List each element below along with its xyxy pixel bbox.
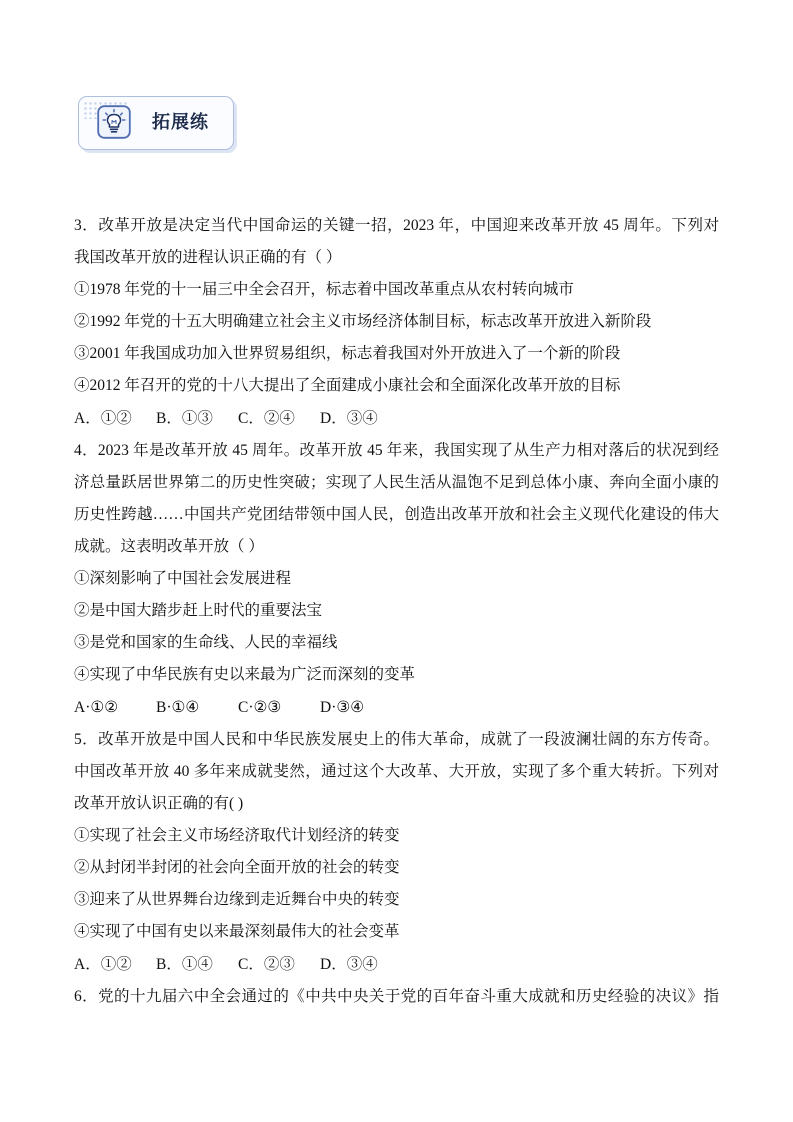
lightbulb-icon bbox=[97, 105, 131, 139]
choice-c: C．②③ bbox=[238, 956, 295, 973]
question-stem-line: 改革开放认识正确的有( ) bbox=[74, 795, 244, 812]
statement-item: ②1992 年党的十五大明确建立社会主义市场经济体制目标，标志改革开放进入新阶段 bbox=[74, 313, 652, 330]
answer-choices bbox=[74, 402, 719, 435]
question-stem-line: 我国改革开放的进程认识正确的有（ ） bbox=[74, 249, 342, 266]
question-stem-line: 成就。这表明改革开放（ ） bbox=[74, 538, 264, 555]
choice-a: A·①② bbox=[74, 699, 119, 716]
choice-b: B．①④ bbox=[156, 956, 213, 973]
question-3 bbox=[74, 210, 719, 435]
question-stem-line: 6．党的十九届六中全会通过的《中共中央关于党的百年奋斗重大成就和历史经验的决议》指 bbox=[74, 988, 719, 1005]
choice-a: A．①② bbox=[74, 956, 132, 973]
question-stem-line: 中国改革开放 40 多年来成就斐然，通过这个大改革、大开放，实现了多个重大转折。下列对 bbox=[74, 763, 719, 780]
statement-item: ①1978 年党的十一届三中全会召开，标志着中国改革重点从农村转向城市 bbox=[74, 281, 574, 298]
choice-d: D·③④ bbox=[320, 699, 365, 716]
choice-c: C·②③ bbox=[238, 699, 282, 716]
choice-c: C．②④ bbox=[238, 410, 295, 427]
statement-item: ②从封闭半封闭的社会向全面开放的社会的转变 bbox=[74, 859, 400, 876]
statement-item: ①实现了社会主义市场经济取代计划经济的转变 bbox=[74, 827, 400, 844]
answer-choices bbox=[74, 691, 719, 724]
question-5 bbox=[74, 724, 719, 981]
statement-item: ③2001 年我国成功加入世界贸易组织，标志着我国对外开放进入了一个新的阶段 bbox=[74, 345, 621, 362]
statement-item: ③是党和国家的生命线、人民的幸福线 bbox=[74, 634, 338, 651]
section-header-badge bbox=[78, 96, 234, 150]
statement-item: ④实现了中国有史以来最深刻最伟大的社会变革 bbox=[74, 923, 400, 940]
question-stem-line: 3．改革开放是决定当代中国命运的关键一招，2023 年，中国迎来改革开放 45 周年。下列对 bbox=[74, 217, 719, 234]
choice-b: B．①③ bbox=[156, 410, 213, 427]
section-title: 拓展练 bbox=[152, 112, 209, 133]
choice-d: D．③④ bbox=[320, 410, 378, 427]
choice-d: D．③④ bbox=[320, 956, 378, 973]
choice-a: A．①② bbox=[74, 410, 132, 427]
statement-item: ①深刻影响了中国社会发展进程 bbox=[74, 570, 292, 587]
question-stem-line: 历史性跨越……中国共产党团结带领中国人民，创造出改革开放和社会主义现代化建设的伟大 bbox=[74, 506, 719, 523]
statement-item: ④2012 年召开的党的十八大提出了全面建成小康社会和全面深化改革开放的目标 bbox=[74, 377, 621, 394]
question-6 bbox=[74, 981, 719, 1013]
choice-b: B·①④ bbox=[156, 699, 200, 716]
question-4 bbox=[74, 435, 719, 724]
question-stem-line: 5．改革开放是中国人民和中华民族发展史上的伟大革命，成就了一段波澜壮阔的东方传奇。 bbox=[74, 731, 719, 748]
statement-item: ②是中国大踏步赶上时代的重要法宝 bbox=[74, 602, 323, 619]
answer-choices bbox=[74, 948, 719, 981]
statement-item: ④实现了中华民族有史以来最为广泛而深刻的变革 bbox=[74, 666, 416, 683]
question-list bbox=[74, 210, 719, 1013]
question-stem-line: 4．2023 年是改革开放 45 周年。改革开放 45 年来，我国实现了从生产力相对落后的状况到经 bbox=[74, 442, 719, 459]
statement-item: ③迎来了从世界舞台边缘到走近舞台中央的转变 bbox=[74, 891, 400, 908]
question-stem-line: 济总量跃居世界第二的历史性突破；实现了人民生活从温饱不足到总体小康、奔向全面小康的 bbox=[74, 474, 719, 491]
